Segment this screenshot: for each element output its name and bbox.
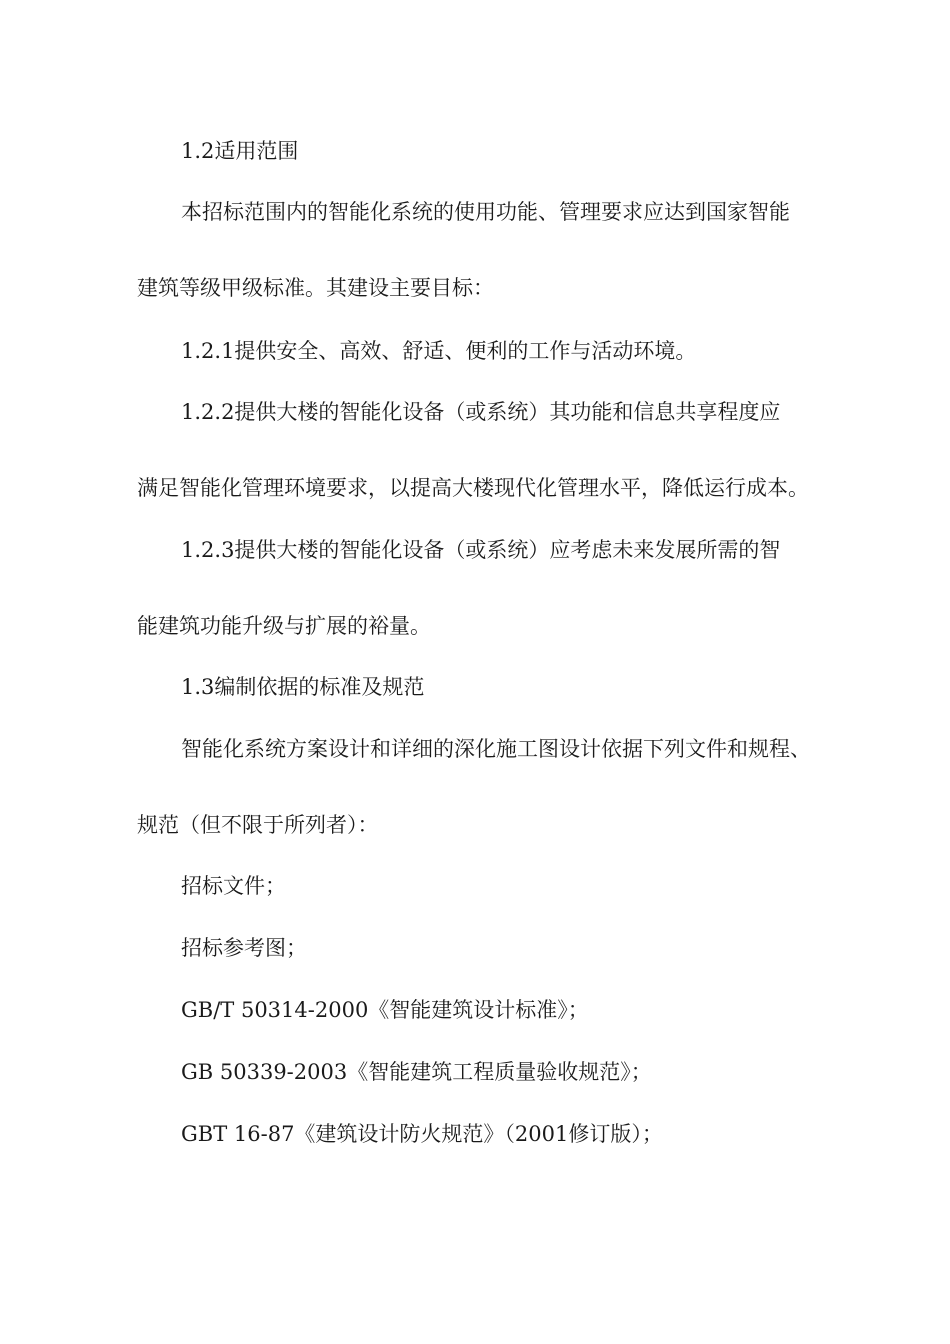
list-item-1-2-1: 1.2.1提供安全、高效、舒适、便利的工作与活动环境。 — [181, 339, 697, 363]
reference-item: 招标文件； — [181, 874, 286, 898]
list-item-1-2-3: 1.2.3提供大楼的智能化设备（或系统）应考虑未来发展所需的智 — [181, 538, 781, 562]
paragraph-line: 本招标范围内的智能化系统的使用功能、管理要求应达到国家智能 — [181, 200, 790, 224]
reference-item: 招标参考图； — [181, 936, 307, 960]
reference-item: GB/T 50314-2000《智能建筑设计标准》； — [181, 998, 589, 1022]
paragraph-line: 智能化系统方案设计和详细的深化施工图设计依据下列文件和规程、 — [181, 737, 811, 761]
reference-item: GBT 16-87《建筑设计防火规范》（2001修订版）； — [181, 1122, 663, 1146]
paragraph-line: 建筑等级甲级标准。其建设主要目标： — [137, 276, 494, 300]
paragraph-line: 能建筑功能升级与扩展的裕量。 — [137, 614, 431, 638]
paragraph-line: 满足智能化管理环境要求，以提高大楼现代化管理水平，降低运行成本。 — [137, 476, 809, 500]
list-item-1-2-2: 1.2.2提供大楼的智能化设备（或系统）其功能和信息共享程度应 — [181, 400, 781, 424]
section-heading-1-2: 1.2适用范围 — [181, 139, 299, 163]
section-heading-1-3: 1.3编制依据的标准及规范 — [181, 675, 425, 699]
paragraph-line: 规范（但不限于所列者）： — [137, 813, 379, 837]
reference-item: GB 50339-2003《智能建筑工程质量验收规范》； — [181, 1060, 652, 1084]
